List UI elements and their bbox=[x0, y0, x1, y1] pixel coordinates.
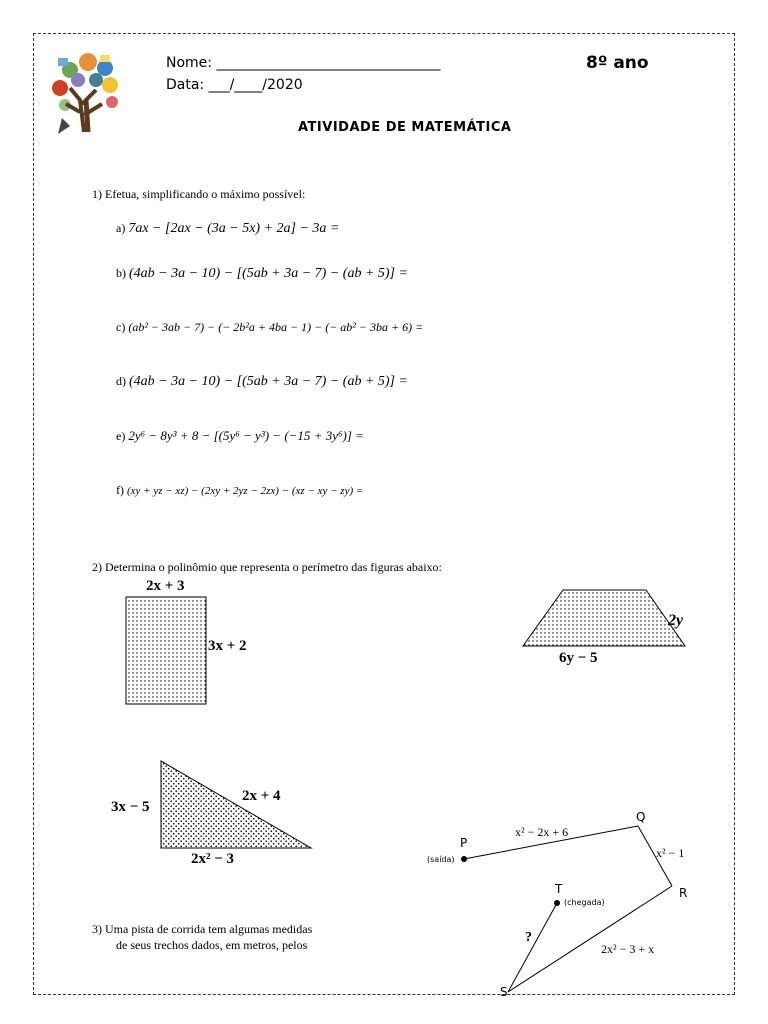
item-expression: (4ab − 3a − 10) − [(5ab + 3a − 7) − (ab + 5)] = bbox=[129, 266, 408, 281]
grade-label: 8º ano bbox=[586, 53, 649, 73]
triangle-figure bbox=[161, 761, 311, 848]
question-1b bbox=[116, 266, 408, 282]
segment-qr-label: x² − 1 bbox=[656, 846, 685, 860]
parallelogram-bottom-label: 6y − 5 bbox=[559, 650, 598, 666]
question-3-prompt-line2: de seus trechos dados, em metros, pelos bbox=[116, 938, 308, 952]
item-expression: (4ab − 3a − 10) − [(5ab + 3a − 7) − (ab + 5)] = bbox=[129, 374, 408, 389]
question-3-prompt-line1: 3) Uma pista de corrida tem algumas medidas bbox=[92, 922, 313, 936]
parallelogram-side-label: 2y bbox=[668, 612, 684, 629]
item-letter: c) bbox=[116, 320, 126, 334]
question-1f bbox=[116, 483, 363, 498]
rectangle-top-label: 2x + 3 bbox=[146, 578, 185, 594]
question-1c bbox=[116, 320, 423, 335]
race-track-figure bbox=[461, 826, 672, 992]
point-s-label: S bbox=[500, 985, 508, 999]
question-1a bbox=[116, 221, 339, 237]
item-letter: b) bbox=[116, 266, 126, 280]
segment-pq-label: x² − 2x + 6 bbox=[515, 825, 569, 839]
triangle-hypotenuse-label: 2x + 4 bbox=[242, 788, 281, 804]
question-1d bbox=[116, 374, 408, 390]
item-expression: (xy + yz − xz) − (2xy + 2yz − 2zx) − (xz − xy − zy) = bbox=[127, 485, 364, 497]
point-t-note: (chegada) bbox=[564, 898, 605, 907]
date-field-label: Data: ___/____/2020 bbox=[166, 77, 303, 93]
segment-st-label: ? bbox=[525, 930, 532, 945]
parallelogram-figure bbox=[523, 590, 685, 646]
question-2-prompt: 2) Determina o polinômio que representa o perímetro das figuras abaixo: bbox=[92, 560, 442, 574]
item-expression: (ab² − 3ab − 7) − (− 2b²a + 4ba − 1) − (− ab² − 3ba + 6) = bbox=[128, 320, 424, 334]
point-t-label: T bbox=[555, 882, 563, 896]
question-1e bbox=[116, 428, 364, 444]
triangle-left-label: 3x − 5 bbox=[111, 799, 150, 815]
page-title: ATIVIDADE DE MATEMÁTICA bbox=[298, 120, 512, 135]
point-p-label: P bbox=[460, 836, 468, 850]
item-letter: a) bbox=[116, 221, 126, 235]
point-p-note: (saída) bbox=[427, 855, 455, 864]
item-letter: f) bbox=[116, 483, 124, 497]
name-field-label: Nome: ________________________________ bbox=[166, 55, 441, 71]
rectangle-side-label: 3x + 2 bbox=[208, 638, 247, 654]
item-letter: e) bbox=[116, 429, 126, 443]
point-r-label: R bbox=[679, 886, 688, 900]
item-expression: 7ax − [2ax − (3a − 5x) + 2a] − 3a = bbox=[128, 221, 340, 236]
question-1-prompt: 1) Efetua, simplificando o máximo possível: bbox=[92, 187, 306, 201]
rectangle-figure bbox=[126, 597, 206, 704]
point-q-label: Q bbox=[636, 810, 646, 824]
segment-rs-label: 2x² − 3 + x bbox=[601, 942, 655, 956]
item-letter: d) bbox=[116, 374, 126, 388]
school-tree-logo bbox=[52, 53, 118, 134]
triangle-bottom-label: 2x² − 3 bbox=[191, 851, 235, 867]
item-expression: 2y⁶ − 8y³ + 8 − [(5y⁶ − y³) − (−15 + 3y⁶)] = bbox=[128, 428, 364, 443]
